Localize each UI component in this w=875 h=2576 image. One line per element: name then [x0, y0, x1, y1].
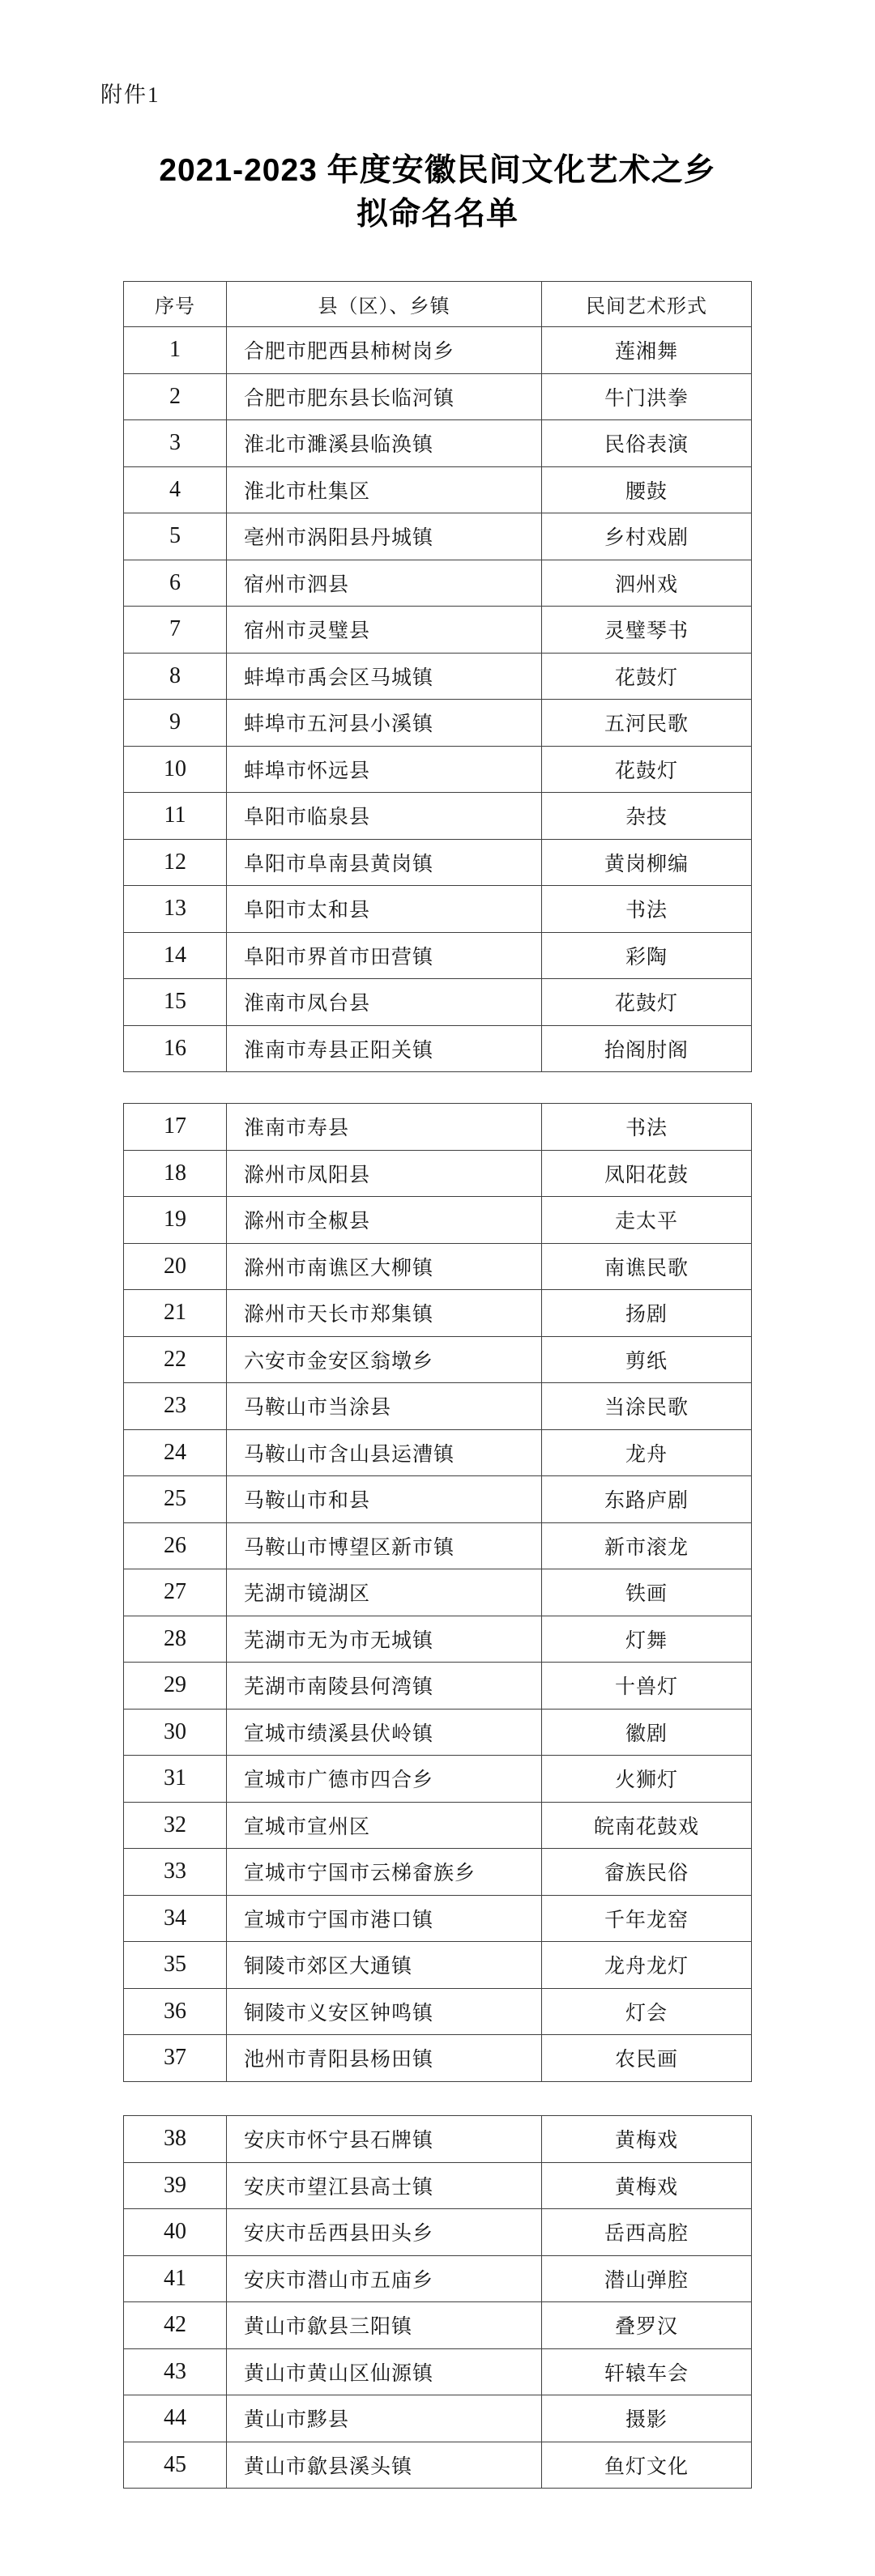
cell-no: 13	[124, 886, 227, 933]
cell-art: 千年龙窑	[542, 1895, 752, 1942]
cell-region: 马鞍山市当涂县	[227, 1383, 542, 1430]
cell-region: 安庆市岳西县田头乡	[227, 2209, 542, 2256]
cell-region: 淮南市凤台县	[227, 979, 542, 1026]
cell-no: 39	[124, 2162, 227, 2209]
cell-no: 8	[124, 653, 227, 700]
cell-art: 龙舟	[542, 1429, 752, 1476]
cell-no: 35	[124, 1942, 227, 1989]
cell-region: 滁州市全椒县	[227, 1197, 542, 1244]
naming-table-section-2	[123, 1103, 752, 2082]
cell-art: 五河民歌	[542, 700, 752, 747]
cell-art: 花鼓灯	[542, 979, 752, 1026]
cell-art: 灯会	[542, 1988, 752, 2035]
cell-no: 40	[124, 2209, 227, 2256]
cell-region: 滁州市南谯区大柳镇	[227, 1243, 542, 1290]
cell-no: 27	[124, 1569, 227, 1616]
table-row	[124, 932, 752, 979]
header-cell-no: 序号	[124, 282, 227, 327]
table-row	[124, 1942, 752, 1989]
table-row	[124, 2116, 752, 2163]
naming-table-section-3	[123, 2115, 752, 2489]
cell-art: 凤阳花鼓	[542, 1150, 752, 1197]
cell-region: 宣城市广德市四合乡	[227, 1756, 542, 1803]
cell-art: 抬阁肘阁	[542, 1025, 752, 1072]
cell-art: 牛门洪拳	[542, 373, 752, 420]
cell-region: 铜陵市郊区大通镇	[227, 1942, 542, 1989]
table-row	[124, 1756, 752, 1803]
cell-region: 黄山市黟县	[227, 2395, 542, 2442]
cell-region: 阜阳市临泉县	[227, 793, 542, 840]
cell-no: 15	[124, 979, 227, 1026]
table-row	[124, 373, 752, 420]
table-row	[124, 2255, 752, 2302]
cell-art: 走太平	[542, 1197, 752, 1244]
cell-art: 徽剧	[542, 1709, 752, 1756]
table-row	[124, 1569, 752, 1616]
table-row	[124, 2395, 752, 2442]
cell-no: 10	[124, 746, 227, 793]
cell-art: 轩辕车会	[542, 2348, 752, 2395]
table-row	[124, 2302, 752, 2349]
cell-no: 43	[124, 2348, 227, 2395]
cell-region: 芜湖市无为市无城镇	[227, 1616, 542, 1663]
cell-art: 龙舟龙灯	[542, 1942, 752, 1989]
cell-no: 7	[124, 607, 227, 654]
cell-art: 畲族民俗	[542, 1849, 752, 1896]
document-title-line-1: 2021-2023 年度安徽民间文化艺术之乡	[159, 153, 716, 188]
cell-art: 南谯民歌	[542, 1243, 752, 1290]
cell-region: 黄山市黄山区仙源镇	[227, 2348, 542, 2395]
cell-region: 蚌埠市禹会区马城镇	[227, 653, 542, 700]
cell-region: 安庆市怀宁县石牌镇	[227, 2116, 542, 2163]
table-row	[124, 1197, 752, 1244]
table-row	[124, 793, 752, 840]
cell-region: 马鞍山市含山县运漕镇	[227, 1429, 542, 1476]
cell-art: 灯舞	[542, 1616, 752, 1663]
table-row	[124, 1849, 752, 1896]
table-row	[124, 1616, 752, 1663]
table-row	[124, 1663, 752, 1710]
table-header-row	[124, 282, 752, 327]
cell-art: 书法	[542, 1104, 752, 1151]
cell-no: 28	[124, 1616, 227, 1663]
cell-art: 乡村戏剧	[542, 513, 752, 560]
table-row	[124, 1476, 752, 1523]
cell-region: 马鞍山市和县	[227, 1476, 542, 1523]
table-row	[124, 2209, 752, 2256]
table-row	[124, 700, 752, 747]
cell-no: 38	[124, 2116, 227, 2163]
cell-no: 19	[124, 1197, 227, 1244]
cell-art: 灵璧琴书	[542, 607, 752, 654]
cell-region: 宣城市宣州区	[227, 1802, 542, 1849]
table-row	[124, 327, 752, 374]
cell-no: 25	[124, 1476, 227, 1523]
table-row	[124, 979, 752, 1026]
cell-art: 莲湘舞	[542, 327, 752, 374]
cell-art: 书法	[542, 886, 752, 933]
cell-region: 亳州市涡阳县丹城镇	[227, 513, 542, 560]
cell-art: 腰鼓	[542, 466, 752, 513]
cell-no: 2	[124, 373, 227, 420]
cell-art: 花鼓灯	[542, 653, 752, 700]
header-cell-art: 民间艺术形式	[542, 282, 752, 327]
cell-no: 18	[124, 1150, 227, 1197]
table-row	[124, 1336, 752, 1383]
cell-art: 黄梅戏	[542, 2116, 752, 2163]
cell-region: 六安市金安区翁墩乡	[227, 1336, 542, 1383]
naming-table-section-1	[123, 281, 752, 1072]
cell-region: 宣城市宁国市云梯畲族乡	[227, 1849, 542, 1896]
document-title-line-2: 拟命名名单	[356, 197, 519, 232]
cell-no: 37	[124, 2035, 227, 2082]
cell-region: 滁州市天长市郑集镇	[227, 1290, 542, 1337]
cell-art: 摄影	[542, 2395, 752, 2442]
cell-region: 芜湖市镜湖区	[227, 1569, 542, 1616]
table-row	[124, 1025, 752, 1072]
cell-art: 剪纸	[542, 1336, 752, 1383]
table-row	[124, 653, 752, 700]
table-row	[124, 746, 752, 793]
cell-region: 蚌埠市五河县小溪镇	[227, 700, 542, 747]
cell-art: 杂技	[542, 793, 752, 840]
cell-region: 合肥市肥西县柿树岗乡	[227, 327, 542, 374]
cell-region: 黄山市歙县溪头镇	[227, 2442, 542, 2489]
attachment-label: 附件1	[100, 83, 160, 107]
cell-no: 6	[124, 560, 227, 607]
cell-region: 宿州市泗县	[227, 560, 542, 607]
cell-no: 34	[124, 1895, 227, 1942]
cell-art: 泗州戏	[542, 560, 752, 607]
cell-region: 芜湖市南陵县何湾镇	[227, 1663, 542, 1710]
cell-no: 30	[124, 1709, 227, 1756]
cell-art: 东路庐剧	[542, 1476, 752, 1523]
header-cell-region: 县（区）、乡镇	[227, 282, 542, 327]
cell-no: 11	[124, 793, 227, 840]
cell-art: 黄岗柳编	[542, 839, 752, 886]
cell-region: 淮北市濉溪县临涣镇	[227, 420, 542, 467]
cell-region: 安庆市潜山市五庙乡	[227, 2255, 542, 2302]
document-title	[0, 149, 875, 236]
cell-art: 花鼓灯	[542, 746, 752, 793]
cell-no: 29	[124, 1663, 227, 1710]
cell-art: 扬剧	[542, 1290, 752, 1337]
table-row	[124, 1895, 752, 1942]
cell-region: 阜阳市界首市田营镇	[227, 932, 542, 979]
cell-no: 17	[124, 1104, 227, 1151]
cell-region: 安庆市望江县高士镇	[227, 2162, 542, 2209]
cell-region: 淮北市杜集区	[227, 466, 542, 513]
table-row	[124, 2442, 752, 2489]
cell-art: 火狮灯	[542, 1756, 752, 1803]
cell-no: 26	[124, 1522, 227, 1569]
cell-region: 阜阳市太和县	[227, 886, 542, 933]
table-row	[124, 607, 752, 654]
cell-no: 1	[124, 327, 227, 374]
cell-art: 潜山弹腔	[542, 2255, 752, 2302]
table-row	[124, 466, 752, 513]
table-row	[124, 2348, 752, 2395]
table-row	[124, 513, 752, 560]
cell-art: 农民画	[542, 2035, 752, 2082]
table-row	[124, 1709, 752, 1756]
cell-no: 12	[124, 839, 227, 886]
cell-no: 21	[124, 1290, 227, 1337]
cell-no: 4	[124, 466, 227, 513]
cell-no: 24	[124, 1429, 227, 1476]
cell-art: 皖南花鼓戏	[542, 1802, 752, 1849]
cell-no: 36	[124, 1988, 227, 2035]
cell-no: 14	[124, 932, 227, 979]
cell-no: 41	[124, 2255, 227, 2302]
table-row	[124, 2035, 752, 2082]
table-row	[124, 420, 752, 467]
cell-region: 淮南市寿县	[227, 1104, 542, 1151]
cell-region: 合肥市肥东县长临河镇	[227, 373, 542, 420]
table-row	[124, 1150, 752, 1197]
cell-no: 45	[124, 2442, 227, 2489]
cell-region: 黄山市歙县三阳镇	[227, 2302, 542, 2349]
cell-no: 22	[124, 1336, 227, 1383]
table-row	[124, 1290, 752, 1337]
cell-region: 宣城市宁国市港口镇	[227, 1895, 542, 1942]
table-row	[124, 1104, 752, 1151]
table-row	[124, 886, 752, 933]
cell-art: 黄梅戏	[542, 2162, 752, 2209]
cell-region: 淮南市寿县正阳关镇	[227, 1025, 542, 1072]
cell-no: 44	[124, 2395, 227, 2442]
cell-art: 铁画	[542, 1569, 752, 1616]
cell-no: 23	[124, 1383, 227, 1430]
cell-region: 池州市青阳县杨田镇	[227, 2035, 542, 2082]
cell-art: 民俗表演	[542, 420, 752, 467]
table-row	[124, 1383, 752, 1430]
cell-no: 42	[124, 2302, 227, 2349]
cell-art: 鱼灯文化	[542, 2442, 752, 2489]
table-row	[124, 560, 752, 607]
cell-region: 铜陵市义安区钟鸣镇	[227, 1988, 542, 2035]
cell-art: 叠罗汉	[542, 2302, 752, 2349]
cell-art: 新市滚龙	[542, 1522, 752, 1569]
cell-no: 3	[124, 420, 227, 467]
cell-no: 16	[124, 1025, 227, 1072]
cell-region: 阜阳市阜南县黄岗镇	[227, 839, 542, 886]
table-row	[124, 839, 752, 886]
cell-art: 十兽灯	[542, 1663, 752, 1710]
cell-no: 9	[124, 700, 227, 747]
cell-region: 滁州市凤阳县	[227, 1150, 542, 1197]
cell-art: 彩陶	[542, 932, 752, 979]
cell-no: 20	[124, 1243, 227, 1290]
table-row	[124, 2162, 752, 2209]
table-row	[124, 1988, 752, 2035]
cell-art: 当涂民歌	[542, 1383, 752, 1430]
cell-no: 33	[124, 1849, 227, 1896]
table-row	[124, 1429, 752, 1476]
cell-region: 宣城市绩溪县伏岭镇	[227, 1709, 542, 1756]
cell-no: 32	[124, 1802, 227, 1849]
table-row	[124, 1243, 752, 1290]
table-row	[124, 1802, 752, 1849]
cell-no: 31	[124, 1756, 227, 1803]
cell-region: 马鞍山市博望区新市镇	[227, 1522, 542, 1569]
cell-no: 5	[124, 513, 227, 560]
cell-art: 岳西高腔	[542, 2209, 752, 2256]
cell-region: 宿州市灵璧县	[227, 607, 542, 654]
cell-region: 蚌埠市怀远县	[227, 746, 542, 793]
table-row	[124, 1522, 752, 1569]
